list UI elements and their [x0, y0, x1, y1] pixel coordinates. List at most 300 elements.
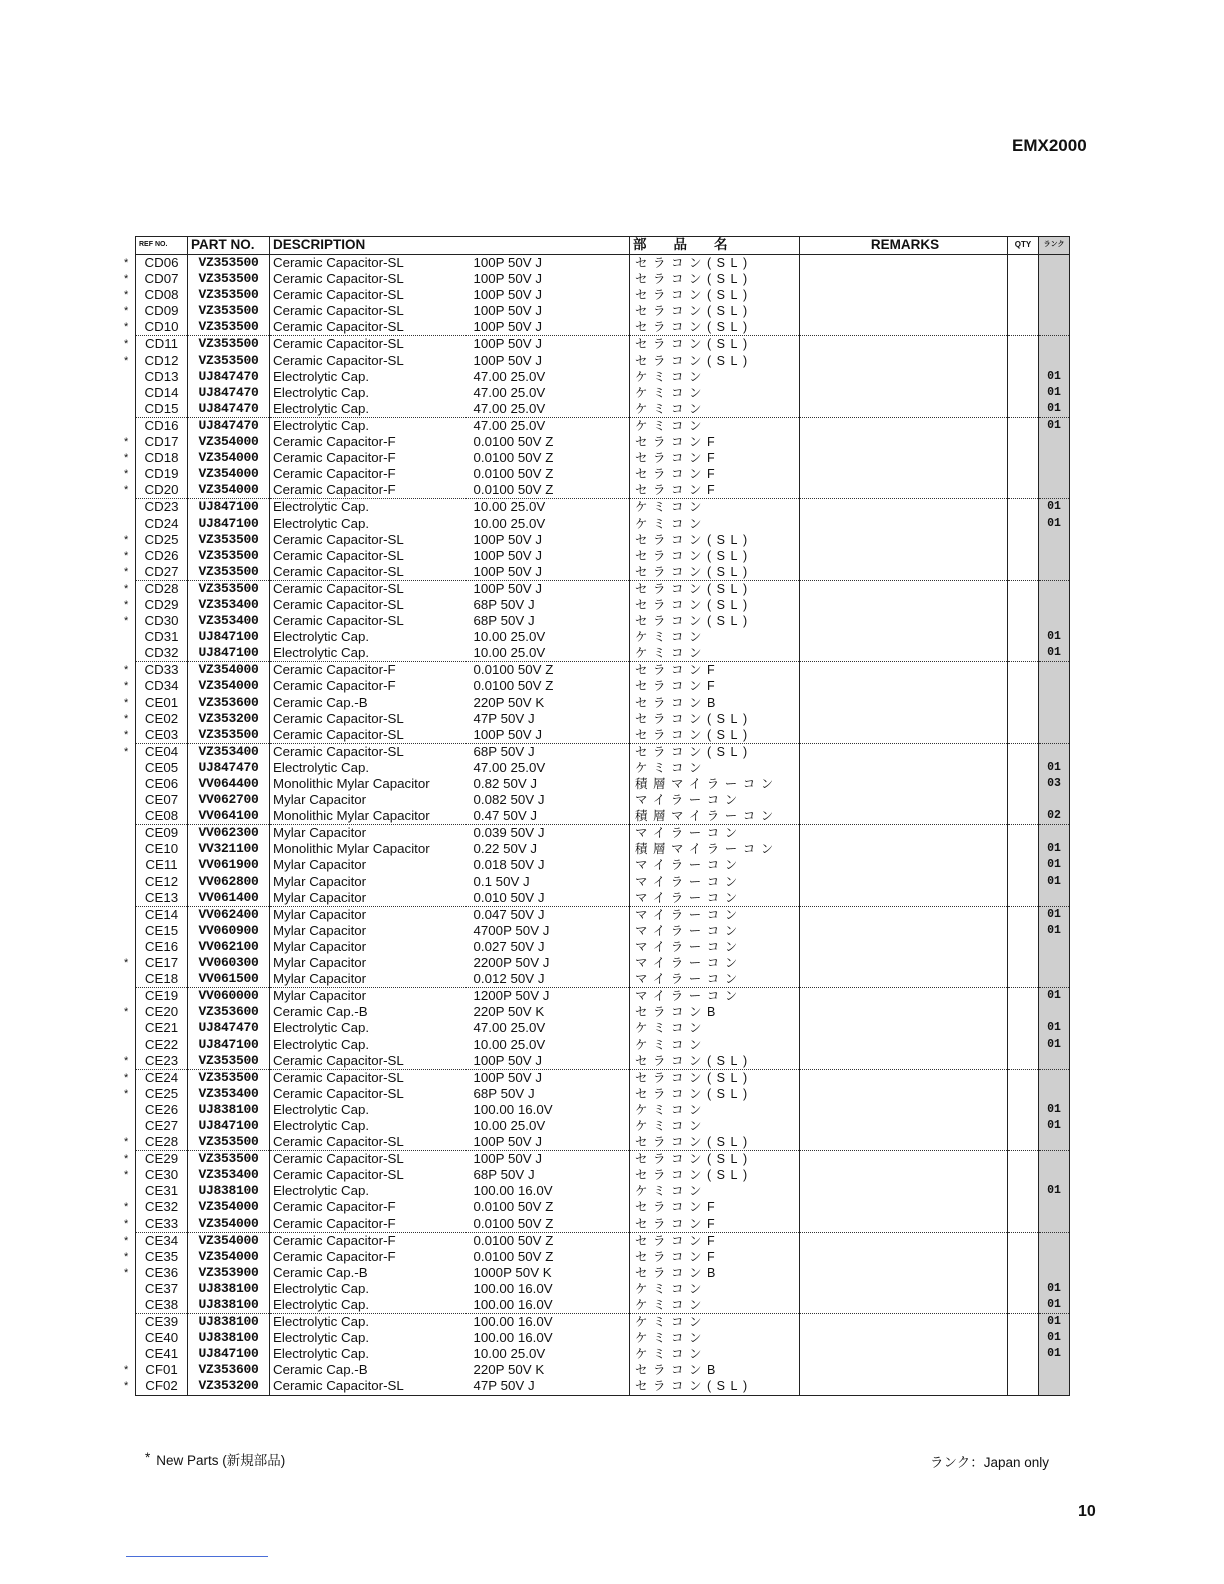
qty-cell	[1008, 841, 1039, 857]
value-rating: 0.22 50V J	[466, 841, 630, 857]
description: Ceramic Capacitor-SL	[270, 271, 466, 287]
description: Ceramic Capacitor-SL	[270, 255, 466, 272]
japanese-name: セラコン(SL)	[630, 353, 800, 369]
description: Ceramic Capacitor-SL	[270, 303, 466, 319]
description: Electrolytic Cap.	[270, 369, 466, 385]
description: Ceramic Capacitor-SL	[270, 564, 466, 581]
header-japanese-name: 部 品 名	[630, 237, 800, 255]
rank-cell: 01	[1039, 401, 1070, 418]
ref-no: CE18	[144, 971, 179, 987]
ref-no: CE40	[144, 1330, 179, 1346]
ref-no: CD32	[144, 645, 179, 661]
ref-no: CE29	[144, 1151, 179, 1167]
japanese-name: セラコン(SL)	[630, 1053, 800, 1070]
japanese-name: ケミコン	[630, 1330, 800, 1346]
ref-no: CD34	[144, 678, 179, 694]
ref-cell	[124, 1052, 188, 1070]
value-rating: 100P 50V J	[466, 727, 630, 744]
part-no: VV062400	[188, 906, 270, 923]
table-row	[136, 1053, 1070, 1070]
description: Mylar Capacitor	[270, 792, 466, 808]
remarks-cell	[800, 939, 1008, 955]
part-no: VZ353500	[188, 564, 270, 581]
value-rating: 0.47 50V J	[466, 808, 630, 825]
rank-cell	[1039, 580, 1070, 597]
japanese-name: ケミコン	[630, 385, 800, 401]
part-no: VZ353500	[188, 319, 270, 336]
japanese-name: セラコン(SL)	[630, 532, 800, 548]
part-no: VZ353500	[188, 1069, 270, 1086]
remarks-cell	[800, 1053, 1008, 1070]
qty-cell	[1008, 971, 1039, 988]
value-rating: 0.027 50V J	[466, 939, 630, 955]
description: Electrolytic Cap.	[270, 499, 466, 516]
description: Ceramic Capacitor-F	[270, 1232, 466, 1249]
ref-no: CD27	[144, 563, 179, 579]
table-row	[136, 353, 1070, 369]
value-rating: 47.00 25.0V	[466, 1020, 630, 1036]
part-no: VV321100	[188, 841, 270, 857]
part-no: VZ354000	[188, 678, 270, 694]
qty-cell	[1008, 678, 1039, 694]
ref-cell	[124, 287, 188, 303]
qty-cell	[1008, 466, 1039, 482]
value-rating: 100P 50V J	[466, 532, 630, 548]
description: Ceramic Capacitor-SL	[270, 743, 466, 760]
ref-cell	[136, 923, 188, 939]
ref-no: CE07	[144, 792, 179, 808]
qty-cell	[1008, 1167, 1039, 1183]
rank-cell	[1039, 792, 1070, 808]
rank-cell	[1039, 532, 1070, 548]
rank-cell: 01	[1039, 369, 1070, 385]
new-part-mark: *	[124, 957, 129, 970]
description: Electrolytic Cap.	[270, 1020, 466, 1036]
ref-no: CE30	[144, 1167, 179, 1183]
qty-cell	[1008, 353, 1039, 369]
description: Ceramic Capacitor-SL	[270, 711, 466, 727]
qty-cell	[1008, 401, 1039, 418]
rank-cell	[1039, 613, 1070, 629]
qty-cell	[1008, 1216, 1039, 1233]
part-no: VZ353500	[188, 353, 270, 369]
qty-cell	[1008, 450, 1039, 466]
remarks-cell	[800, 711, 1008, 727]
description: Mylar Capacitor	[270, 906, 466, 923]
ref-no: CE24	[144, 1069, 179, 1085]
remarks-cell	[800, 890, 1008, 907]
rank-cell	[1039, 1004, 1070, 1020]
ref-cell	[124, 336, 188, 353]
japanese-name: セラコン(SL)	[630, 336, 800, 353]
remarks-cell	[800, 532, 1008, 548]
part-no: VV061500	[188, 971, 270, 988]
ref-no: CD13	[144, 368, 179, 384]
ref-cell	[124, 1248, 188, 1265]
remarks-cell	[800, 613, 1008, 629]
table-row	[136, 1004, 1070, 1020]
rank-cell	[1039, 353, 1070, 369]
new-part-mark: *	[124, 1071, 129, 1084]
value-rating: 47.00 25.0V	[466, 401, 630, 418]
remarks-cell	[800, 1378, 1008, 1395]
ref-no: CE31	[144, 1183, 179, 1199]
ref-cell	[136, 760, 188, 776]
description: Ceramic Capacitor-SL	[270, 353, 466, 369]
value-rating: 0.0100 50V Z	[466, 434, 630, 450]
value-rating: 10.00 25.0V	[466, 629, 630, 645]
qty-cell	[1008, 629, 1039, 645]
table-row	[136, 597, 1070, 613]
value-rating: 0.0100 50V Z	[466, 662, 630, 679]
ref-cell	[136, 841, 188, 857]
rank-cell	[1039, 303, 1070, 319]
ref-cell	[124, 255, 188, 272]
rank-cell	[1039, 971, 1070, 988]
ref-no: CE21	[144, 1020, 179, 1036]
part-no: VZ353600	[188, 1362, 270, 1378]
japanese-name: マイラーコン	[630, 906, 800, 923]
japanese-name: 積層マイラーコン	[630, 841, 800, 857]
remarks-cell	[800, 580, 1008, 597]
qty-cell	[1008, 1151, 1039, 1168]
rank-cell	[1039, 1232, 1070, 1249]
new-part-mark: *	[124, 1364, 129, 1377]
ref-cell	[124, 1215, 188, 1233]
rank-cell	[1039, 1362, 1070, 1378]
part-no: VZ354000	[188, 662, 270, 679]
value-rating: 1200P 50V J	[466, 988, 630, 1005]
ref-no: CD15	[144, 400, 179, 416]
remarks-cell	[800, 923, 1008, 939]
remarks-cell	[800, 417, 1008, 434]
table-row	[136, 1265, 1070, 1281]
japanese-name: セラコン(SL)	[630, 564, 800, 581]
table-row	[136, 808, 1070, 825]
ref-cell	[124, 271, 188, 287]
qty-cell	[1008, 1314, 1039, 1331]
remarks-cell	[800, 808, 1008, 825]
rank-cell	[1039, 1378, 1070, 1395]
part-no: VZ353400	[188, 613, 270, 629]
value-rating: 4700P 50V J	[466, 923, 630, 939]
new-part-mark: *	[124, 436, 129, 449]
japanese-name: セラコンF	[630, 662, 800, 679]
japanese-name: マイラーコン	[630, 955, 800, 971]
rank-cell: 01	[1039, 1346, 1070, 1362]
rank-cell	[1039, 743, 1070, 760]
ref-cell	[136, 890, 188, 907]
part-no: UJ838100	[188, 1297, 270, 1314]
ref-no: CD10	[144, 319, 179, 335]
part-no: UJ838100	[188, 1281, 270, 1297]
ref-cell	[136, 1346, 188, 1362]
value-rating: 0.0100 50V Z	[466, 466, 630, 482]
ref-cell	[124, 1134, 188, 1151]
japanese-name: マイラーコン	[630, 890, 800, 907]
new-part-mark: *	[124, 468, 129, 481]
ref-cell	[124, 319, 188, 336]
qty-cell	[1008, 434, 1039, 450]
qty-cell	[1008, 319, 1039, 336]
table-row	[136, 1281, 1070, 1297]
ref-no: CD28	[144, 580, 179, 596]
remarks-cell	[800, 1346, 1008, 1362]
ref-cell	[124, 563, 188, 581]
table-row	[136, 319, 1070, 336]
ref-no: CE15	[144, 922, 179, 938]
ref-no: CD19	[144, 466, 179, 482]
ref-cell	[124, 482, 188, 499]
japanese-name: セラコン(SL)	[630, 287, 800, 303]
new-part-mark: *	[124, 354, 129, 367]
rank-cell	[1039, 890, 1070, 907]
qty-cell	[1008, 955, 1039, 971]
rank-cell	[1039, 287, 1070, 303]
remarks-cell	[800, 727, 1008, 744]
table-row	[136, 629, 1070, 645]
value-rating: 0.1 50V J	[466, 874, 630, 890]
new-part-mark: *	[124, 615, 129, 628]
footnote	[145, 1449, 285, 1469]
rank-cell	[1039, 548, 1070, 564]
ref-no: CE16	[144, 938, 179, 954]
description: Electrolytic Cap.	[270, 1118, 466, 1134]
qty-cell	[1008, 727, 1039, 744]
qty-cell	[1008, 597, 1039, 613]
value-rating: 100P 50V J	[466, 1134, 630, 1151]
japanese-name: セラコン(SL)	[630, 580, 800, 597]
new-part-mark: *	[124, 1217, 129, 1230]
japanese-name: セラコンB	[630, 695, 800, 711]
japanese-name: マイラーコン	[630, 988, 800, 1005]
table-row	[136, 1069, 1070, 1086]
rank-cell	[1039, 1134, 1070, 1151]
qty-cell	[1008, 695, 1039, 711]
description: Electrolytic Cap.	[270, 385, 466, 401]
japanese-name: セラコン(SL)	[630, 743, 800, 760]
value-rating: 68P 50V J	[466, 597, 630, 613]
table-row	[136, 890, 1070, 907]
description: Ceramic Capacitor-F	[270, 678, 466, 694]
ref-cell	[124, 694, 188, 711]
rank-cell: 01	[1039, 1102, 1070, 1118]
rank-cell: 01	[1039, 499, 1070, 516]
description: Electrolytic Cap.	[270, 629, 466, 645]
new-part-mark: *	[124, 452, 129, 465]
japanese-name: マイラーコン	[630, 874, 800, 890]
part-no: UJ847470	[188, 401, 270, 418]
description: Ceramic Capacitor-F	[270, 1249, 466, 1265]
rank-cell: 03	[1039, 776, 1070, 792]
header-part-no: PART NO.	[188, 237, 270, 255]
ref-no: CE33	[144, 1215, 179, 1231]
value-rating: 47.00 25.0V	[466, 760, 630, 776]
rank-cell	[1039, 711, 1070, 727]
value-rating: 1000P 50V K	[466, 1265, 630, 1281]
qty-cell	[1008, 369, 1039, 385]
description: Ceramic Capacitor-SL	[270, 532, 466, 548]
ref-no: CD14	[144, 384, 179, 400]
ref-no: CD16	[144, 417, 179, 433]
value-rating: 100P 50V J	[466, 319, 630, 336]
description: Electrolytic Cap.	[270, 1346, 466, 1362]
table-row	[136, 743, 1070, 760]
part-no: VZ353500	[188, 271, 270, 287]
qty-cell	[1008, 1249, 1039, 1265]
table-row	[136, 792, 1070, 808]
rank-cell: 02	[1039, 808, 1070, 825]
qty-cell	[1008, 1102, 1039, 1118]
ref-no: CE10	[144, 841, 179, 857]
table-row	[136, 1362, 1070, 1378]
table-row	[136, 1118, 1070, 1134]
remarks-cell	[800, 336, 1008, 353]
value-rating: 100.00 16.0V	[466, 1183, 630, 1199]
qty-cell	[1008, 1362, 1039, 1378]
ref-no: CE23	[144, 1052, 179, 1068]
ref-no: CD25	[144, 531, 179, 547]
value-rating: 10.00 25.0V	[466, 1037, 630, 1053]
remarks-cell	[800, 287, 1008, 303]
remarks-cell	[800, 1281, 1008, 1297]
rank-cell: 01	[1039, 760, 1070, 776]
description: Ceramic Capacitor-SL	[270, 613, 466, 629]
qty-cell	[1008, 580, 1039, 597]
value-rating: 10.00 25.0V	[466, 1118, 630, 1134]
part-no: UJ847470	[188, 760, 270, 776]
ref-no: CE32	[144, 1199, 179, 1215]
table-row	[136, 303, 1070, 319]
japanese-name: マイラーコン	[630, 792, 800, 808]
remarks-cell	[800, 1102, 1008, 1118]
table-row	[136, 434, 1070, 450]
ref-cell	[136, 499, 188, 516]
table-row	[136, 841, 1070, 857]
remarks-cell	[800, 906, 1008, 923]
rank-cell: 01	[1039, 1281, 1070, 1297]
qty-cell	[1008, 1232, 1039, 1249]
table-row	[136, 1102, 1070, 1118]
remarks-cell	[800, 319, 1008, 336]
value-rating: 100P 50V J	[466, 548, 630, 564]
qty-cell	[1008, 825, 1039, 842]
japanese-name: セラコン(SL)	[630, 613, 800, 629]
description: Ceramic Capacitor-SL	[270, 1134, 466, 1151]
rank-cell: 01	[1039, 629, 1070, 645]
part-no: UJ847100	[188, 629, 270, 645]
part-no: VZ353500	[188, 1053, 270, 1070]
qty-cell	[1008, 336, 1039, 353]
japanese-name: ケミコン	[630, 629, 800, 645]
ref-no: CD09	[144, 303, 179, 319]
qty-cell	[1008, 1037, 1039, 1053]
qty-cell	[1008, 923, 1039, 939]
qty-cell	[1008, 1004, 1039, 1020]
part-no: VZ353400	[188, 1167, 270, 1183]
remarks-cell	[800, 1037, 1008, 1053]
value-rating: 0.018 50V J	[466, 857, 630, 873]
description: Ceramic Cap.-B	[270, 1362, 466, 1378]
description: Ceramic Capacitor-SL	[270, 1086, 466, 1102]
table-row	[136, 955, 1070, 971]
value-rating: 0.0100 50V Z	[466, 450, 630, 466]
remarks-cell	[800, 516, 1008, 532]
new-part-mark: *	[124, 1136, 129, 1149]
qty-cell	[1008, 890, 1039, 907]
part-no: UJ838100	[188, 1330, 270, 1346]
ref-cell	[136, 629, 188, 645]
value-rating: 2200P 50V J	[466, 955, 630, 971]
remarks-cell	[800, 971, 1008, 988]
value-rating: 100P 50V J	[466, 255, 630, 272]
japanese-name: マイラーコン	[630, 825, 800, 842]
description: Ceramic Capacitor-SL	[270, 1069, 466, 1086]
remarks-cell	[800, 385, 1008, 401]
table-row	[136, 727, 1070, 744]
description: Ceramic Capacitor-SL	[270, 727, 466, 744]
japanese-name: セラコン(SL)	[630, 711, 800, 727]
description: Ceramic Capacitor-F	[270, 450, 466, 466]
table-row	[136, 255, 1070, 272]
ref-cell	[124, 531, 188, 548]
description: Ceramic Capacitor-SL	[270, 1167, 466, 1183]
qty-cell	[1008, 1378, 1039, 1395]
qty-cell	[1008, 792, 1039, 808]
ref-cell	[124, 303, 188, 319]
table-row	[136, 564, 1070, 581]
remarks-cell	[800, 353, 1008, 369]
part-no: VV060900	[188, 923, 270, 939]
rank-cell	[1039, 1086, 1070, 1102]
ref-cell	[136, 369, 188, 385]
japanese-name: セラコンB	[630, 1004, 800, 1020]
ref-cell	[136, 401, 188, 418]
table-row	[136, 1086, 1070, 1102]
table-row	[136, 516, 1070, 532]
rank-cell	[1039, 662, 1070, 679]
new-part-mark: *	[124, 565, 129, 578]
ref-cell	[136, 1314, 188, 1331]
part-no: UJ847470	[188, 385, 270, 401]
value-rating: 0.0100 50V Z	[466, 1199, 630, 1215]
qty-cell	[1008, 1183, 1039, 1199]
ref-no: CD24	[144, 515, 179, 531]
ref-no: CE35	[144, 1248, 179, 1264]
qty-cell	[1008, 1134, 1039, 1151]
ref-no: CE34	[144, 1232, 179, 1248]
value-rating: 47.00 25.0V	[466, 369, 630, 385]
table-row	[136, 287, 1070, 303]
remarks-cell	[800, 743, 1008, 760]
ref-cell	[124, 613, 188, 629]
description: Mylar Capacitor	[270, 923, 466, 939]
part-no: UJ838100	[188, 1314, 270, 1331]
remarks-cell	[800, 1362, 1008, 1378]
ref-cell	[136, 1281, 188, 1297]
rank-cell	[1039, 255, 1070, 272]
japanese-name: セラコンF	[630, 482, 800, 499]
part-no: VZ353500	[188, 255, 270, 272]
value-rating: 100P 50V J	[466, 1053, 630, 1070]
rank-cell	[1039, 1216, 1070, 1233]
remarks-cell	[800, 678, 1008, 694]
new-part-mark: *	[124, 1054, 129, 1067]
value-rating: 0.82 50V J	[466, 776, 630, 792]
description: Mylar Capacitor	[270, 939, 466, 955]
ref-no: CE02	[144, 710, 179, 726]
ref-cell	[124, 1264, 188, 1281]
